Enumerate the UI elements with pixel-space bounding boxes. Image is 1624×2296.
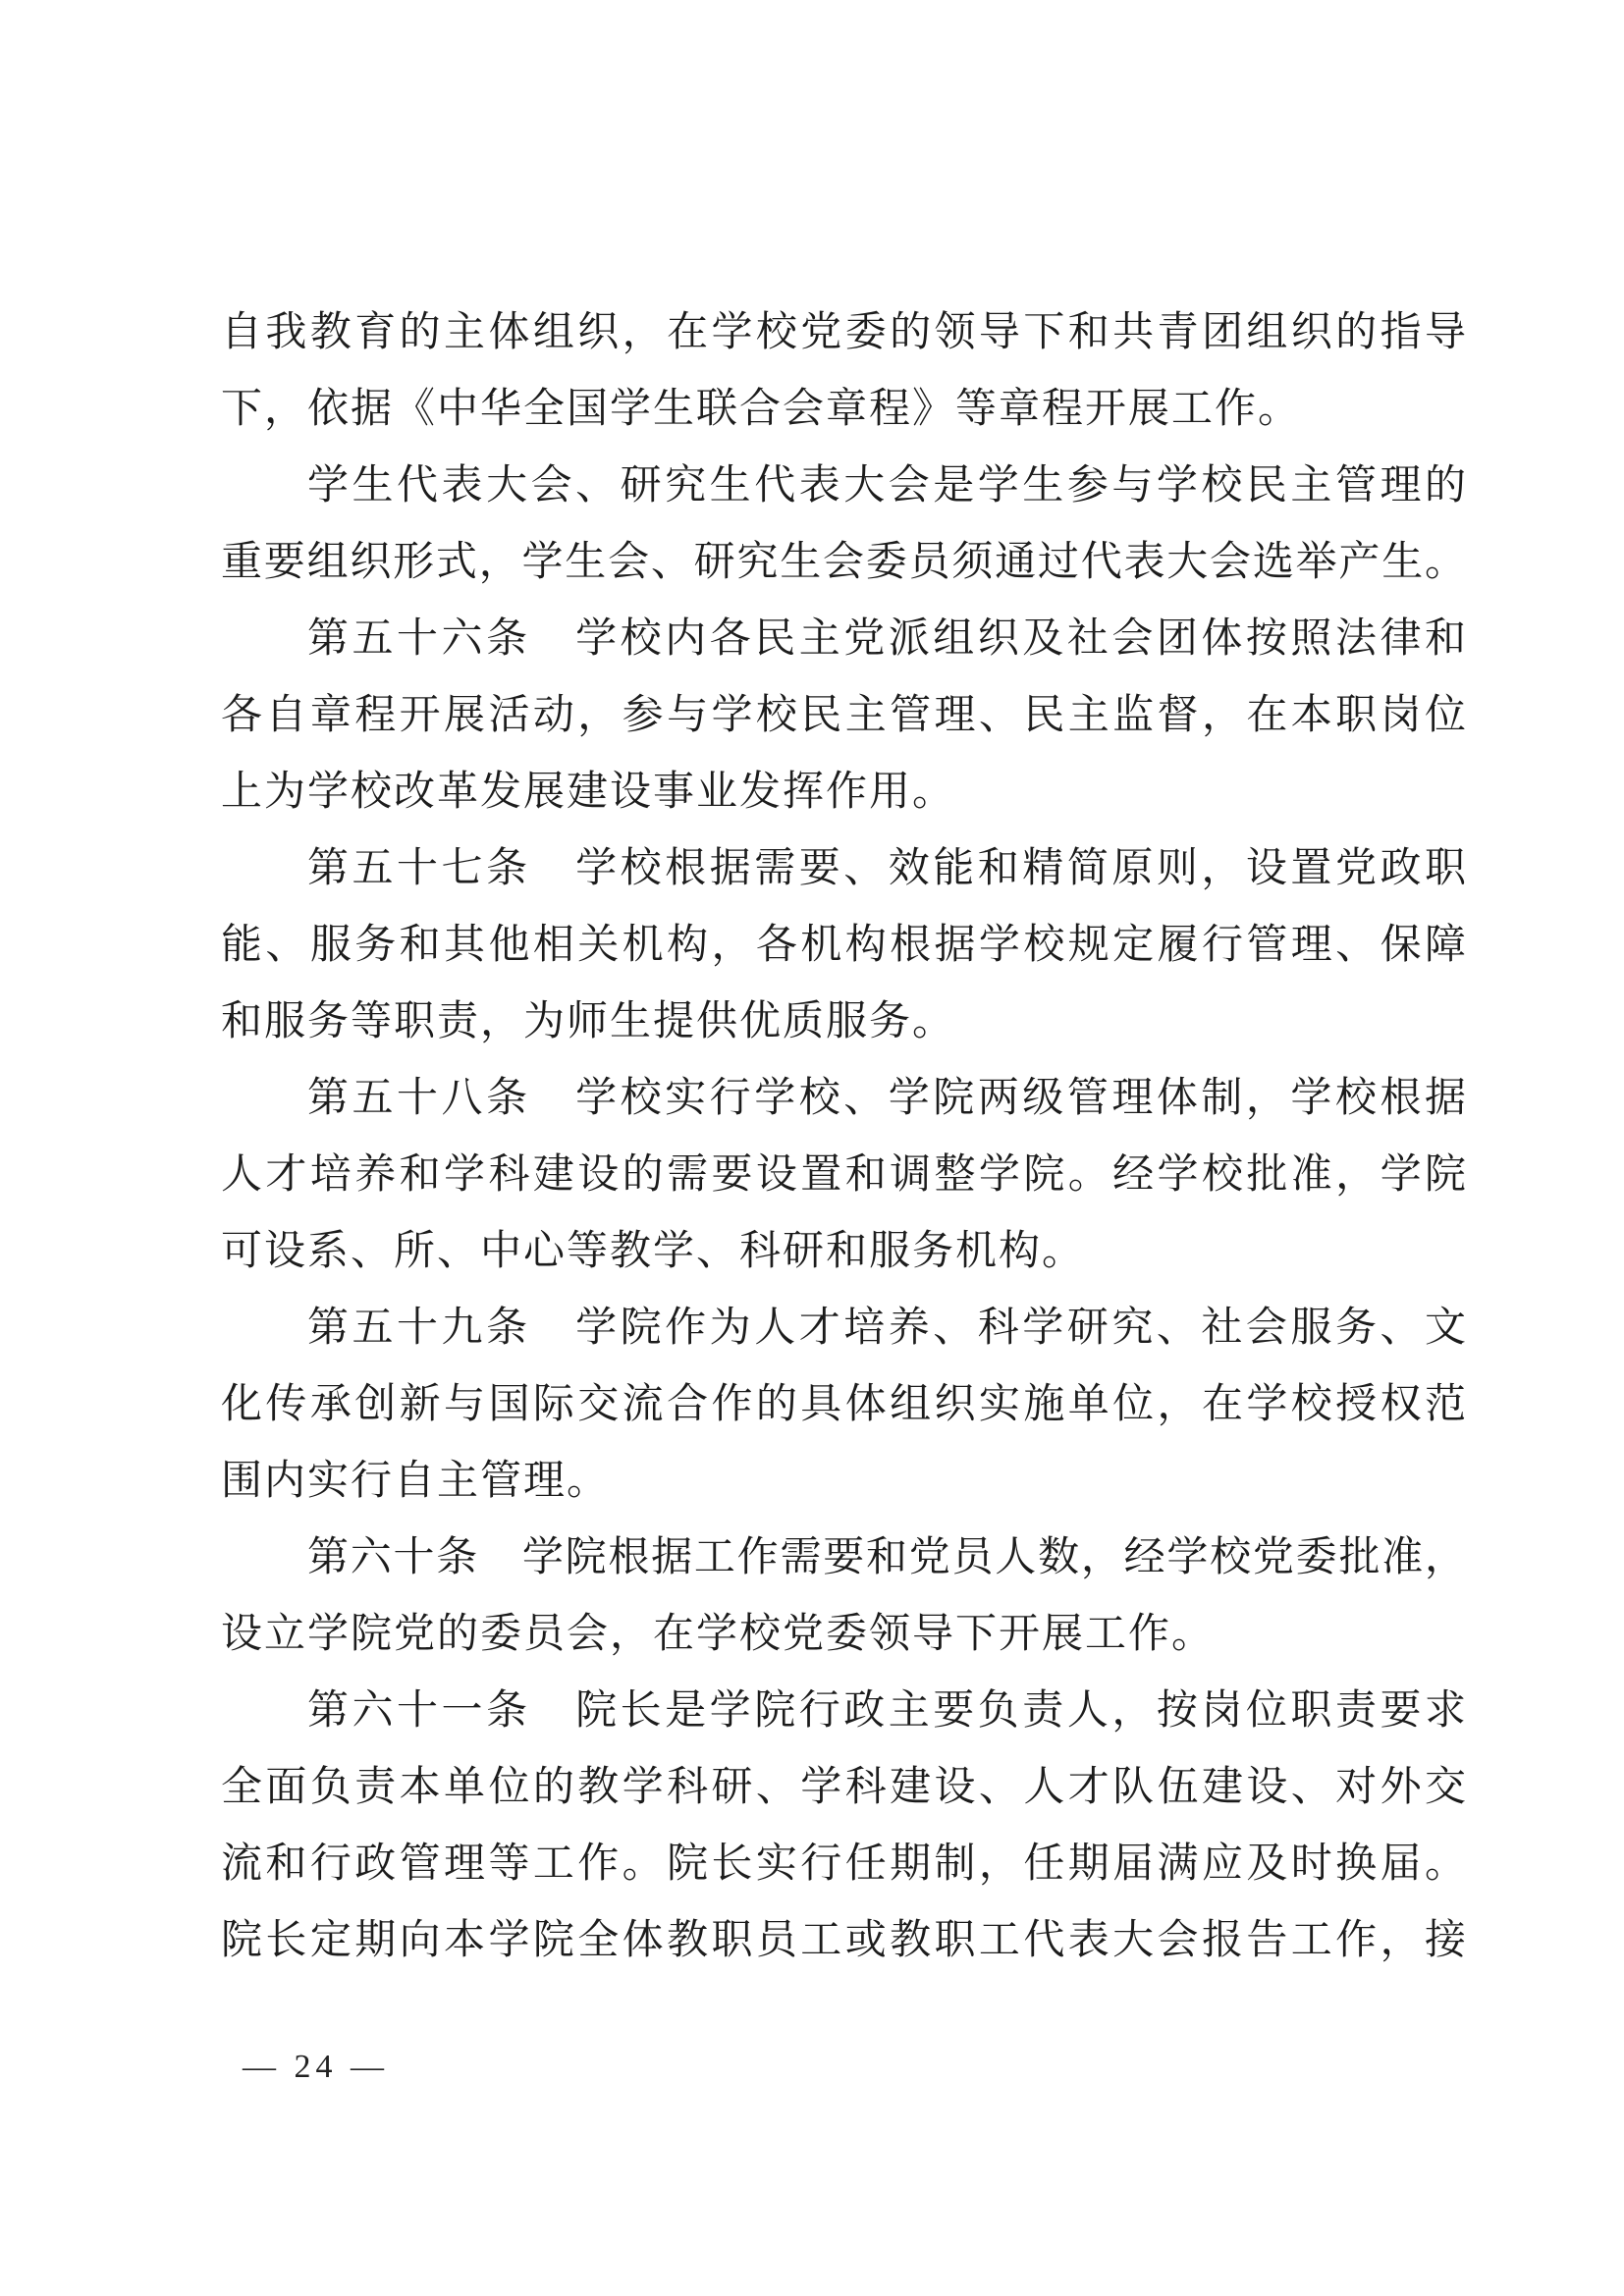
text-line: 设立学院党的委员会，在学校党委领导下开展工作。 — [221, 1612, 1216, 1657]
text-line: 第六十一条 院长是学院行政主要负责人，按岗位职责要求 — [307, 1688, 1466, 1734]
text-line: 化传承创新与国际交流合作的具体组织实施单位，在学校授权范 — [221, 1382, 1466, 1427]
text-line: 第五十八条 学校实行学校、学院两级管理体制，学校根据 — [307, 1076, 1466, 1121]
text-line: 各自章程开展活动，参与学校民主管理、民主监督，在本职岗位 — [221, 693, 1466, 738]
text-line: 第五十九条 学院作为人才培养、科学研究、社会服务、文 — [307, 1306, 1466, 1351]
text-line: 能、服务和其他相关机构，各机构根据学校规定履行管理、保障 — [221, 923, 1466, 968]
text-line: 可设系、所、中心等教学、科研和服务机构。 — [221, 1229, 1086, 1274]
text-line: 自我教育的主体组织，在学校党委的领导下和共青团组织的指导 — [221, 310, 1466, 355]
text-line: 重要组织形式，学生会、研究生会委员须通过代表大会选举产生。 — [221, 540, 1466, 585]
text-line: 全面负责本单位的教学科研、学科建设、人才队伍建设、对外交 — [221, 1765, 1466, 1810]
text-line: 第六十条 学院根据工作需要和党员人数，经学校党委批准， — [307, 1535, 1466, 1580]
text-line: 学生代表大会、研究生代表大会是学生参与学校民主管理的 — [307, 463, 1466, 508]
text-line: 第五十七条 学校根据需要、效能和精简原则，设置党政职 — [307, 846, 1466, 891]
text-line: 院长定期向本学院全体教职员工或教职工代表大会报告工作，接 — [221, 1918, 1466, 1963]
text-line: 流和行政管理等工作。院长实行任期制，任期届满应及时换届。 — [221, 1842, 1466, 1887]
text-line: 围内实行自主管理。 — [221, 1459, 611, 1504]
page-number: — 24 — — [243, 2049, 389, 2085]
text-line: 人才培养和学科建设的需要设置和调整学院。经学校批准，学院 — [221, 1152, 1466, 1198]
text-line: 上为学校改革发展建设事业发挥作用。 — [221, 770, 956, 815]
document-body — [221, 294, 1466, 1979]
text-line: 第五十六条 学校内各民主党派组织及社会团体按照法律和 — [307, 616, 1466, 662]
text-line: 和服务等职责，为师生提供优质服务。 — [221, 999, 956, 1044]
text-line: 下，依据《中华全国学生联合会章程》等章程开展工作。 — [221, 387, 1302, 432]
